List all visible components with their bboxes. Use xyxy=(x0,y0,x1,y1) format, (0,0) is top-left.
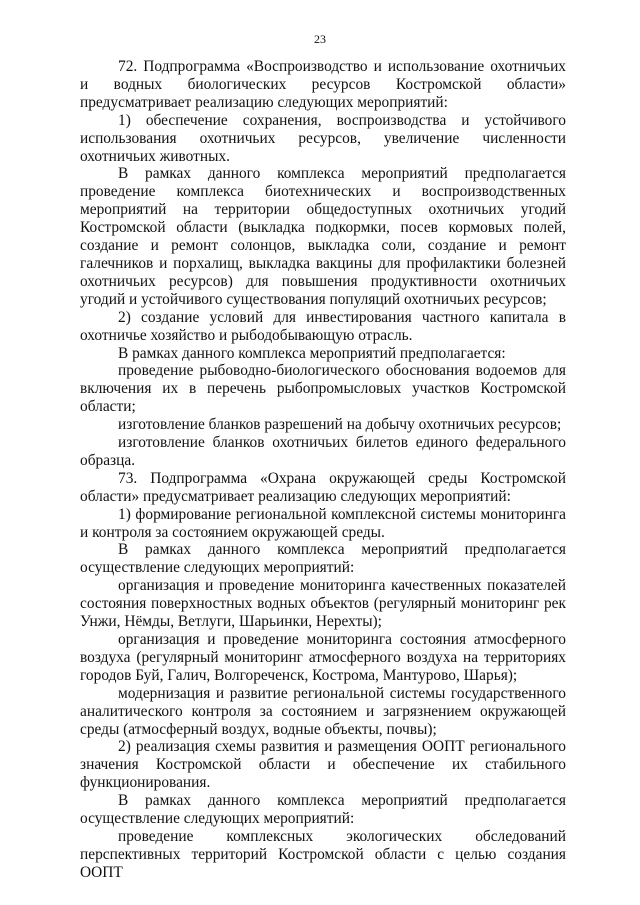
paragraph-measures-intro-3: В рамках данного комплекса мероприятий предполагается осуществление следующих мероприятий: xyxy=(80,792,566,828)
paragraph-biotech-measures: В рамках данного комплекса мероприятий предполагается проведение комплекса биотехнических и воспроизводственных мероприятий на территории общедоступных охотничьих угодий Костромской области (выкладка подкормки, посев кормовых полей, создание и ремонт солонцов, выкладка соли, создание и ремонт галечников и порхалищ, выкладка вакцины для профилактики болезней охотничьих ресурсов) для повышения продуктивности охотничьих угодий и устойчивого существования популяций охотничьих ресурсов; xyxy=(80,165,566,308)
paragraph-73-intro: 73. Подпрограмма «Охрана окружающей среды Костромской области» предусматривает реализацию следующих мероприятий: xyxy=(80,469,566,505)
document-body xyxy=(80,58,566,882)
paragraph-eco-surveys: проведение комплексных экологических обследований перспективных территорий Костромской области с целью создания ООПТ xyxy=(80,827,566,881)
paragraph-measures-intro-2: В рамках данного комплекса мероприятий предполагается осуществление следующих мероприятий: xyxy=(80,541,566,577)
paragraph-hunting-resources: 1) обеспечение сохранения, воспроизводства и устойчивого использования охотничьих ресурсов, увеличение численности охотничьих животных. xyxy=(80,111,566,165)
paragraph-air-monitoring: организация и проведение мониторинга состояния атмосферного воздуха (регулярный мониторинг атмосферного воздуха на территориях городов Буй, Галич, Волгореченск, Кострома, Мантурово, Шарья); xyxy=(80,631,566,684)
paragraph-permit-forms: изготовление бланков разрешений на добычу охотничьих ресурсов; xyxy=(118,416,562,434)
paragraph-water-monitoring: организация и проведение мониторинга качественных показателей состояния поверхностных водных объектов (регулярный мониторинг рек Унжи, Нёмды, Ветлуги, Шарьинки, Нерехты); xyxy=(80,577,566,631)
paragraph-monitoring-system: 1) формирование региональной комплексной системы мониторинга и контроля за состоянием окружающей среды. xyxy=(80,505,566,541)
paragraph-measures-intro: В рамках данного комплекса мероприятий предполагается: xyxy=(118,344,506,362)
paragraph-analytic-control: модернизация и развитие региональной системы государственного аналитического контроля за состоянием и загрязнением окружающей среды (атмосферный воздух, водные объекты, почвы); xyxy=(80,684,566,738)
paragraph-72-intro: 72. Подпрограмма «Воспроизводство и использование охотничьих и водных биологических ресурсов Костромской области» предусматривает реализацию следующих мероприятий: xyxy=(80,58,566,111)
paragraph-oopt-scheme: 2) реализация схемы развития и размещения ООПТ регионального значения Костромской области и обеспечение их стабильного функционирования. xyxy=(80,738,566,792)
page-number: 23 xyxy=(314,32,326,46)
paragraph-hunting-tickets: изготовление бланков охотничьих билетов единого федерального образца. xyxy=(80,434,566,469)
paragraph-investment-conditions: 2) создание условий для инвестирования частного капитала в охотничье хозяйство и рыбодобывающую отрасль. xyxy=(80,308,566,344)
paragraph-fish-justification: проведение рыбоводно-биологического обоснования водоемов для включения их в перечень рыбопромысловых участков Костромской области; xyxy=(80,362,566,416)
